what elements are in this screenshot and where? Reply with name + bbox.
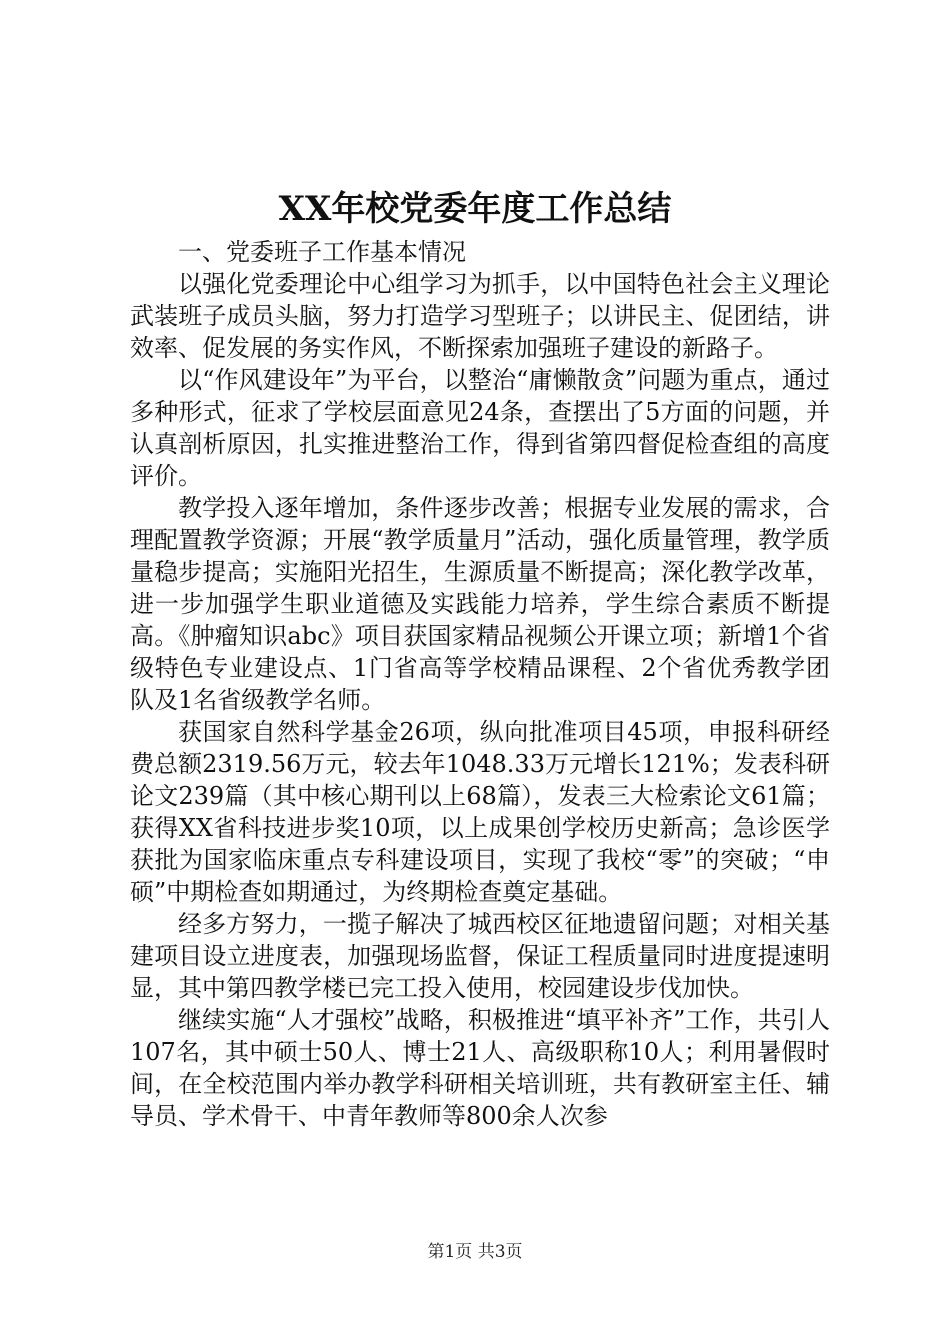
paragraph-theory-study: 以强化党委理论中心组学习为抓手，以中国特色社会主义理论武装班子成员头脑，努力打造学习型班子；以讲民主、促团结，讲效率、促发展的务实作风，不断探索加强班子建设的新路子。 [130, 270, 830, 362]
page-footer: 第1页 共3页 [427, 1242, 523, 1262]
document-title: XX年校党委年度工作总结 [278, 189, 672, 229]
paragraph-construction: 经多方努力，一揽子解决了城西校区征地遗留问题；对相关基建项目设立进度表，加强现场监督，保证工程质量同时进度提速明显，其中第四教学楼已完工投入使用，校园建设步伐加快。 [130, 910, 830, 1002]
document-body [130, 236, 830, 1132]
paragraph-research: 获国家自然科学基金26项，纵向批准项目45项，申报科研经费总额2319.56万元，较去年1048.33万元增长121%；发表科研论文239篇（其中核心期刊以上68篇），发表三大检索论文61篇；获得XX省科技进步奖10项，以上成果创学校历史新高；急诊医学获批为国家临床重点专科建设项目，实现了我校“零”的突破；“申硕”中期检查如期通过，为终期检查奠定基础。 [130, 718, 830, 906]
section-heading: 一、党委班子工作基本情况 [178, 238, 466, 266]
paragraph-teaching: 教学投入逐年增加，条件逐步改善；根据专业发展的需求，合理配置教学资源；开展“教学质量月”活动，强化质量管理，教学质量稳步提高；实施阳光招生，生源质量不断提高；深化教学改革，进一步加强学生职业道德及实践能力培养，学生综合素质不断提高。《肿瘤知识abc》项目获国家精品视频公开课立项；新增1个省级特色专业建设点、1门省高等学校精品课程、2个省优秀教学团队及1名省级教学名师。 [130, 494, 830, 714]
paragraph-talent: 继续实施“人才强校”战略，积极推进“填平补齐”工作，共引人107名，其中硕士50人、博士21人、高级职称10人；利用暑假时间，在全校范围内举办教学科研相关培训班，共有教研室主任、辅导员、学术骨干、中青年教师等800余人次参 [130, 1006, 830, 1130]
paragraph-work-style: 以“作风建设年”为平台，以整治“庸懒散贪”问题为重点，通过多种形式，征求了学校层面意见24条，查摆出了5方面的问题，并认真剖析原因，扎实推进整治工作，得到省第四督促检查组的高度评价。 [130, 366, 830, 490]
